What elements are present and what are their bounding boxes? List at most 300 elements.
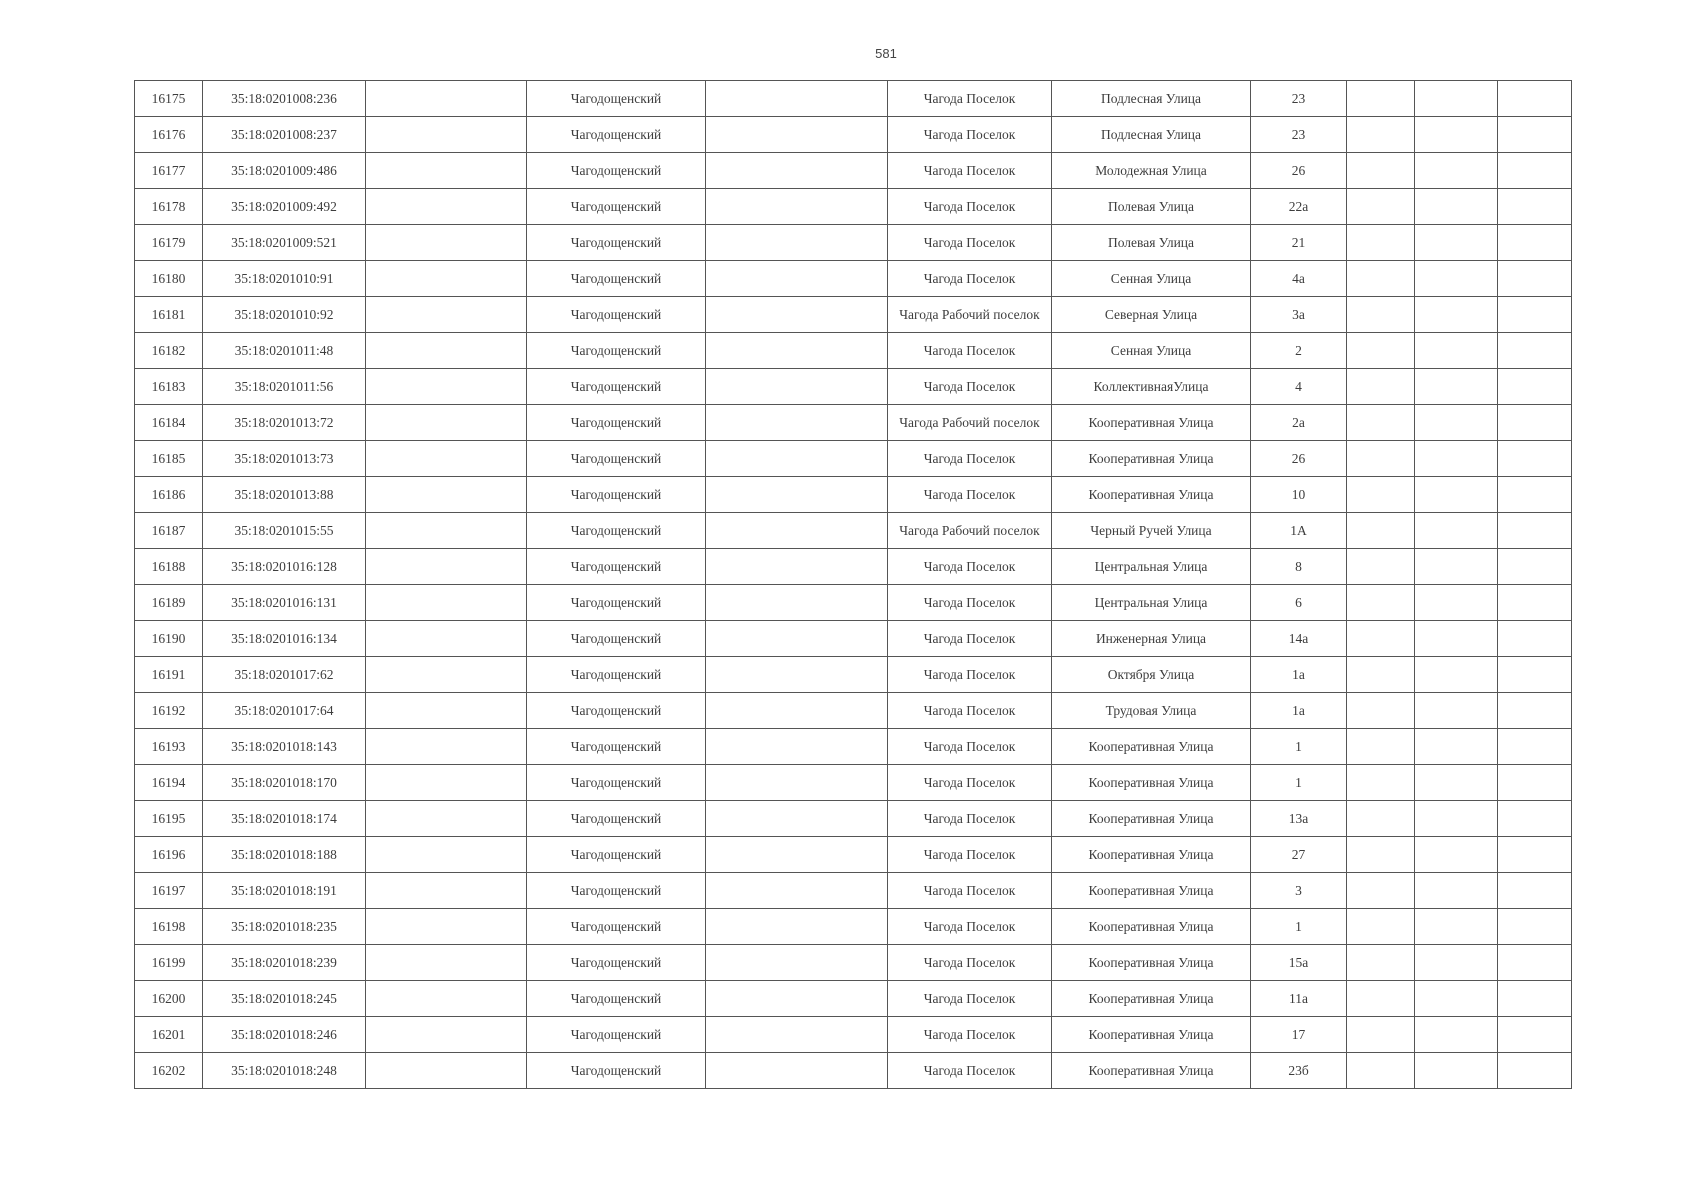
empty-cell: [366, 549, 527, 585]
locality-cell: Чагода Поселок: [888, 1053, 1052, 1089]
empty-cell: [1347, 81, 1415, 117]
street-cell: Сенная Улица: [1052, 261, 1251, 297]
locality-cell: Чагода Поселок: [888, 369, 1052, 405]
empty-cell: [1498, 837, 1572, 873]
district-cell: Чагодощенский: [527, 837, 706, 873]
street-cell: Центральная Улица: [1052, 585, 1251, 621]
empty-cell: [1415, 621, 1498, 657]
table-row: [135, 909, 1572, 945]
row-number-cell: 16188: [135, 549, 203, 585]
empty-cell: [1415, 909, 1498, 945]
empty-cell: [1498, 441, 1572, 477]
empty-cell: [366, 1017, 527, 1053]
street-cell: Кооперативная Улица: [1052, 945, 1251, 981]
locality-cell: Чагода Поселок: [888, 333, 1052, 369]
locality-cell: Чагода Поселок: [888, 801, 1052, 837]
street-cell: Кооперативная Улица: [1052, 909, 1251, 945]
district-cell: Чагодощенский: [527, 909, 706, 945]
cadastral-number-cell: 35:18:0201018:235: [203, 909, 366, 945]
row-number-cell: 16179: [135, 225, 203, 261]
empty-cell: [1498, 909, 1572, 945]
table-row: [135, 873, 1572, 909]
district-cell: Чагодощенский: [527, 189, 706, 225]
empty-cell: [1498, 729, 1572, 765]
row-number-cell: 16197: [135, 873, 203, 909]
cadastral-number-cell: 35:18:0201017:62: [203, 657, 366, 693]
empty-cell: [1347, 801, 1415, 837]
house-number-cell: 6: [1251, 585, 1347, 621]
empty-cell: [1347, 765, 1415, 801]
empty-cell: [1347, 1053, 1415, 1089]
table-row: [135, 261, 1572, 297]
locality-cell: Чагода Поселок: [888, 117, 1052, 153]
row-number-cell: 16192: [135, 693, 203, 729]
empty-cell: [706, 657, 888, 693]
table-row: [135, 333, 1572, 369]
cadastral-number-cell: 35:18:0201009:521: [203, 225, 366, 261]
empty-cell: [366, 477, 527, 513]
street-cell: Кооперативная Улица: [1052, 765, 1251, 801]
row-number-cell: 16175: [135, 81, 203, 117]
cadastral-number-cell: 35:18:0201018:188: [203, 837, 366, 873]
district-cell: Чагодощенский: [527, 1053, 706, 1089]
street-cell: Подлесная Улица: [1052, 81, 1251, 117]
empty-cell: [1347, 261, 1415, 297]
empty-cell: [1347, 477, 1415, 513]
house-number-cell: 1: [1251, 729, 1347, 765]
house-number-cell: 1А: [1251, 513, 1347, 549]
locality-cell: Чагода Поселок: [888, 981, 1052, 1017]
empty-cell: [1498, 297, 1572, 333]
locality-cell: Чагода Поселок: [888, 765, 1052, 801]
empty-cell: [706, 117, 888, 153]
district-cell: Чагодощенский: [527, 261, 706, 297]
empty-cell: [366, 585, 527, 621]
empty-cell: [706, 441, 888, 477]
empty-cell: [1415, 1017, 1498, 1053]
cadastral-number-cell: 35:18:0201018:248: [203, 1053, 366, 1089]
table-row: [135, 729, 1572, 765]
street-cell: Кооперативная Улица: [1052, 441, 1251, 477]
house-number-cell: 21: [1251, 225, 1347, 261]
empty-cell: [1415, 405, 1498, 441]
empty-cell: [706, 621, 888, 657]
district-cell: Чагодощенский: [527, 873, 706, 909]
empty-cell: [1347, 513, 1415, 549]
table-row: [135, 981, 1572, 1017]
empty-cell: [366, 621, 527, 657]
street-cell: Кооперативная Улица: [1052, 1017, 1251, 1053]
cadastral-number-cell: 35:18:0201018:245: [203, 981, 366, 1017]
empty-cell: [1498, 189, 1572, 225]
empty-cell: [1347, 441, 1415, 477]
row-number-cell: 16191: [135, 657, 203, 693]
locality-cell: Чагода Поселок: [888, 873, 1052, 909]
empty-cell: [1415, 333, 1498, 369]
empty-cell: [1498, 477, 1572, 513]
house-number-cell: 23: [1251, 117, 1347, 153]
empty-cell: [706, 153, 888, 189]
table-row: [135, 81, 1572, 117]
empty-cell: [706, 81, 888, 117]
house-number-cell: 2а: [1251, 405, 1347, 441]
empty-cell: [366, 333, 527, 369]
empty-cell: [1415, 837, 1498, 873]
empty-cell: [1347, 657, 1415, 693]
empty-cell: [706, 513, 888, 549]
street-cell: Кооперативная Улица: [1052, 873, 1251, 909]
empty-cell: [366, 153, 527, 189]
table-row: [135, 693, 1572, 729]
table-row: [135, 513, 1572, 549]
table-row: [135, 657, 1572, 693]
empty-cell: [1347, 585, 1415, 621]
locality-cell: Чагода Поселок: [888, 837, 1052, 873]
district-cell: Чагодощенский: [527, 405, 706, 441]
row-number-cell: 16194: [135, 765, 203, 801]
empty-cell: [1347, 837, 1415, 873]
empty-cell: [366, 117, 527, 153]
cadastral-number-cell: 35:18:0201010:92: [203, 297, 366, 333]
empty-cell: [366, 801, 527, 837]
empty-cell: [706, 945, 888, 981]
empty-cell: [1347, 333, 1415, 369]
table-row: [135, 549, 1572, 585]
locality-cell: Чагода Поселок: [888, 441, 1052, 477]
empty-cell: [366, 873, 527, 909]
row-number-cell: 16201: [135, 1017, 203, 1053]
street-cell: Молодежная Улица: [1052, 153, 1251, 189]
cadastral-number-cell: 35:18:0201010:91: [203, 261, 366, 297]
empty-cell: [706, 477, 888, 513]
empty-cell: [366, 909, 527, 945]
empty-cell: [1347, 693, 1415, 729]
table-row: [135, 801, 1572, 837]
empty-cell: [1415, 225, 1498, 261]
empty-cell: [366, 297, 527, 333]
cadastral-number-cell: 35:18:0201018:239: [203, 945, 366, 981]
street-cell: Кооперативная Улица: [1052, 1053, 1251, 1089]
cadastral-number-cell: 35:18:0201016:134: [203, 621, 366, 657]
empty-cell: [1415, 513, 1498, 549]
locality-cell: Чагода Поселок: [888, 909, 1052, 945]
row-number-cell: 16200: [135, 981, 203, 1017]
empty-cell: [1498, 513, 1572, 549]
district-cell: Чагодощенский: [527, 693, 706, 729]
table-row: [135, 945, 1572, 981]
street-cell: Полевая Улица: [1052, 225, 1251, 261]
table-row: [135, 225, 1572, 261]
street-cell: Кооперативная Улица: [1052, 801, 1251, 837]
district-cell: Чагодощенский: [527, 585, 706, 621]
house-number-cell: 15а: [1251, 945, 1347, 981]
row-number-cell: 16180: [135, 261, 203, 297]
empty-cell: [1347, 549, 1415, 585]
row-number-cell: 16185: [135, 441, 203, 477]
house-number-cell: 1а: [1251, 657, 1347, 693]
empty-cell: [1347, 405, 1415, 441]
empty-cell: [1415, 117, 1498, 153]
street-cell: Кооперативная Улица: [1052, 729, 1251, 765]
empty-cell: [1498, 405, 1572, 441]
empty-cell: [1347, 225, 1415, 261]
house-number-cell: 3: [1251, 873, 1347, 909]
empty-cell: [1498, 549, 1572, 585]
street-cell: Кооперативная Улица: [1052, 837, 1251, 873]
district-cell: Чагодощенский: [527, 801, 706, 837]
empty-cell: [706, 1053, 888, 1089]
empty-cell: [1415, 297, 1498, 333]
house-number-cell: 26: [1251, 441, 1347, 477]
locality-cell: Чагода Поселок: [888, 693, 1052, 729]
cadastral-number-cell: 35:18:0201008:237: [203, 117, 366, 153]
empty-cell: [706, 225, 888, 261]
empty-cell: [1347, 729, 1415, 765]
empty-cell: [1498, 261, 1572, 297]
empty-cell: [706, 801, 888, 837]
cadastral-number-cell: 35:18:0201008:236: [203, 81, 366, 117]
street-cell: КоллективнаяУлица: [1052, 369, 1251, 405]
row-number-cell: 16189: [135, 585, 203, 621]
empty-cell: [706, 333, 888, 369]
house-number-cell: 26: [1251, 153, 1347, 189]
cadastral-number-cell: 35:18:0201016:128: [203, 549, 366, 585]
empty-cell: [1498, 225, 1572, 261]
empty-cell: [1347, 945, 1415, 981]
empty-cell: [1415, 873, 1498, 909]
street-cell: Подлесная Улица: [1052, 117, 1251, 153]
empty-cell: [1415, 657, 1498, 693]
cadastral-number-cell: 35:18:0201017:64: [203, 693, 366, 729]
cadastral-number-cell: 35:18:0201018:170: [203, 765, 366, 801]
empty-cell: [1347, 909, 1415, 945]
cadastral-number-cell: 35:18:0201013:72: [203, 405, 366, 441]
empty-cell: [706, 729, 888, 765]
locality-cell: Чагода Рабочий поселок: [888, 297, 1052, 333]
street-cell: Северная Улица: [1052, 297, 1251, 333]
house-number-cell: 1: [1251, 765, 1347, 801]
row-number-cell: 16182: [135, 333, 203, 369]
empty-cell: [1347, 153, 1415, 189]
empty-cell: [1347, 297, 1415, 333]
district-cell: Чагодощенский: [527, 729, 706, 765]
locality-cell: Чагода Поселок: [888, 225, 1052, 261]
empty-cell: [366, 1053, 527, 1089]
district-cell: Чагодощенский: [527, 981, 706, 1017]
house-number-cell: 22а: [1251, 189, 1347, 225]
empty-cell: [1415, 729, 1498, 765]
table-row: [135, 1053, 1572, 1089]
locality-cell: Чагода Поселок: [888, 189, 1052, 225]
empty-cell: [1415, 441, 1498, 477]
row-number-cell: 16193: [135, 729, 203, 765]
district-cell: Чагодощенский: [527, 369, 706, 405]
locality-cell: Чагода Поселок: [888, 621, 1052, 657]
empty-cell: [1415, 261, 1498, 297]
row-number-cell: 16183: [135, 369, 203, 405]
empty-cell: [366, 657, 527, 693]
street-cell: Инженерная Улица: [1052, 621, 1251, 657]
registry-table: [134, 80, 1572, 1089]
page-number: 581: [875, 46, 897, 61]
table-row: [135, 405, 1572, 441]
empty-cell: [1498, 765, 1572, 801]
district-cell: Чагодощенский: [527, 333, 706, 369]
row-number-cell: 16186: [135, 477, 203, 513]
district-cell: Чагодощенский: [527, 945, 706, 981]
table-row: [135, 153, 1572, 189]
row-number-cell: 16199: [135, 945, 203, 981]
district-cell: Чагодощенский: [527, 657, 706, 693]
district-cell: Чагодощенский: [527, 765, 706, 801]
table-row: [135, 441, 1572, 477]
cadastral-number-cell: 35:18:0201016:131: [203, 585, 366, 621]
cadastral-number-cell: 35:18:0201009:486: [203, 153, 366, 189]
house-number-cell: 2: [1251, 333, 1347, 369]
cadastral-number-cell: 35:18:0201018:143: [203, 729, 366, 765]
locality-cell: Чагода Рабочий поселок: [888, 405, 1052, 441]
row-number-cell: 16202: [135, 1053, 203, 1089]
empty-cell: [366, 225, 527, 261]
street-cell: Кооперативная Улица: [1052, 405, 1251, 441]
house-number-cell: 8: [1251, 549, 1347, 585]
locality-cell: Чагода Рабочий поселок: [888, 513, 1052, 549]
locality-cell: Чагода Поселок: [888, 81, 1052, 117]
empty-cell: [366, 441, 527, 477]
cadastral-number-cell: 35:18:0201009:492: [203, 189, 366, 225]
house-number-cell: 11а: [1251, 981, 1347, 1017]
empty-cell: [1498, 81, 1572, 117]
empty-cell: [1498, 801, 1572, 837]
row-number-cell: 16198: [135, 909, 203, 945]
empty-cell: [1498, 585, 1572, 621]
locality-cell: Чагода Поселок: [888, 153, 1052, 189]
district-cell: Чагодощенский: [527, 621, 706, 657]
house-number-cell: 27: [1251, 837, 1347, 873]
empty-cell: [366, 405, 527, 441]
cadastral-number-cell: 35:18:0201013:73: [203, 441, 366, 477]
empty-cell: [706, 693, 888, 729]
empty-cell: [1347, 1017, 1415, 1053]
empty-cell: [1498, 693, 1572, 729]
street-cell: Трудовая Улица: [1052, 693, 1251, 729]
empty-cell: [1347, 369, 1415, 405]
street-cell: Полевая Улица: [1052, 189, 1251, 225]
empty-cell: [1347, 981, 1415, 1017]
district-cell: Чагодощенский: [527, 513, 706, 549]
empty-cell: [1415, 693, 1498, 729]
table-row: [135, 1017, 1572, 1053]
locality-cell: Чагода Поселок: [888, 657, 1052, 693]
row-number-cell: 16176: [135, 117, 203, 153]
cadastral-number-cell: 35:18:0201011:56: [203, 369, 366, 405]
empty-cell: [1498, 873, 1572, 909]
street-cell: Октября Улица: [1052, 657, 1251, 693]
empty-cell: [706, 261, 888, 297]
house-number-cell: 3а: [1251, 297, 1347, 333]
empty-cell: [366, 189, 527, 225]
empty-cell: [366, 369, 527, 405]
row-number-cell: 16184: [135, 405, 203, 441]
empty-cell: [706, 189, 888, 225]
empty-cell: [1415, 369, 1498, 405]
locality-cell: Чагода Поселок: [888, 1017, 1052, 1053]
empty-cell: [706, 873, 888, 909]
empty-cell: [1415, 81, 1498, 117]
empty-cell: [706, 837, 888, 873]
empty-cell: [706, 585, 888, 621]
locality-cell: Чагода Поселок: [888, 477, 1052, 513]
empty-cell: [706, 765, 888, 801]
empty-cell: [1498, 153, 1572, 189]
empty-cell: [706, 549, 888, 585]
empty-cell: [1498, 369, 1572, 405]
empty-cell: [1415, 801, 1498, 837]
row-number-cell: 16195: [135, 801, 203, 837]
street-cell: Центральная Улица: [1052, 549, 1251, 585]
empty-cell: [1498, 945, 1572, 981]
empty-cell: [366, 693, 527, 729]
empty-cell: [366, 81, 527, 117]
district-cell: Чагодощенский: [527, 441, 706, 477]
house-number-cell: 23б: [1251, 1053, 1347, 1089]
table-row: [135, 765, 1572, 801]
locality-cell: Чагода Поселок: [888, 261, 1052, 297]
row-number-cell: 16177: [135, 153, 203, 189]
empty-cell: [1347, 189, 1415, 225]
empty-cell: [706, 909, 888, 945]
street-cell: Сенная Улица: [1052, 333, 1251, 369]
empty-cell: [1498, 117, 1572, 153]
empty-cell: [1347, 621, 1415, 657]
table-row: [135, 585, 1572, 621]
empty-cell: [706, 1017, 888, 1053]
cadastral-number-cell: 35:18:0201018:191: [203, 873, 366, 909]
empty-cell: [1498, 1017, 1572, 1053]
district-cell: Чагодощенский: [527, 153, 706, 189]
empty-cell: [1415, 585, 1498, 621]
table-row: [135, 189, 1572, 225]
empty-cell: [1415, 477, 1498, 513]
cadastral-number-cell: 35:18:0201013:88: [203, 477, 366, 513]
row-number-cell: 16196: [135, 837, 203, 873]
district-cell: Чагодощенский: [527, 117, 706, 153]
locality-cell: Чагода Поселок: [888, 729, 1052, 765]
cadastral-number-cell: 35:18:0201018:246: [203, 1017, 366, 1053]
house-number-cell: 4а: [1251, 261, 1347, 297]
empty-cell: [1415, 549, 1498, 585]
house-number-cell: 1а: [1251, 693, 1347, 729]
empty-cell: [1347, 873, 1415, 909]
table-row: [135, 117, 1572, 153]
house-number-cell: 4: [1251, 369, 1347, 405]
table-row: [135, 621, 1572, 657]
house-number-cell: 1: [1251, 909, 1347, 945]
house-number-cell: 14а: [1251, 621, 1347, 657]
empty-cell: [366, 837, 527, 873]
locality-cell: Чагода Поселок: [888, 945, 1052, 981]
row-number-cell: 16190: [135, 621, 203, 657]
locality-cell: Чагода Поселок: [888, 549, 1052, 585]
district-cell: Чагодощенский: [527, 225, 706, 261]
house-number-cell: 23: [1251, 81, 1347, 117]
row-number-cell: 16187: [135, 513, 203, 549]
empty-cell: [1415, 945, 1498, 981]
district-cell: Чагодощенский: [527, 477, 706, 513]
empty-cell: [1415, 189, 1498, 225]
empty-cell: [366, 981, 527, 1017]
empty-cell: [1415, 765, 1498, 801]
